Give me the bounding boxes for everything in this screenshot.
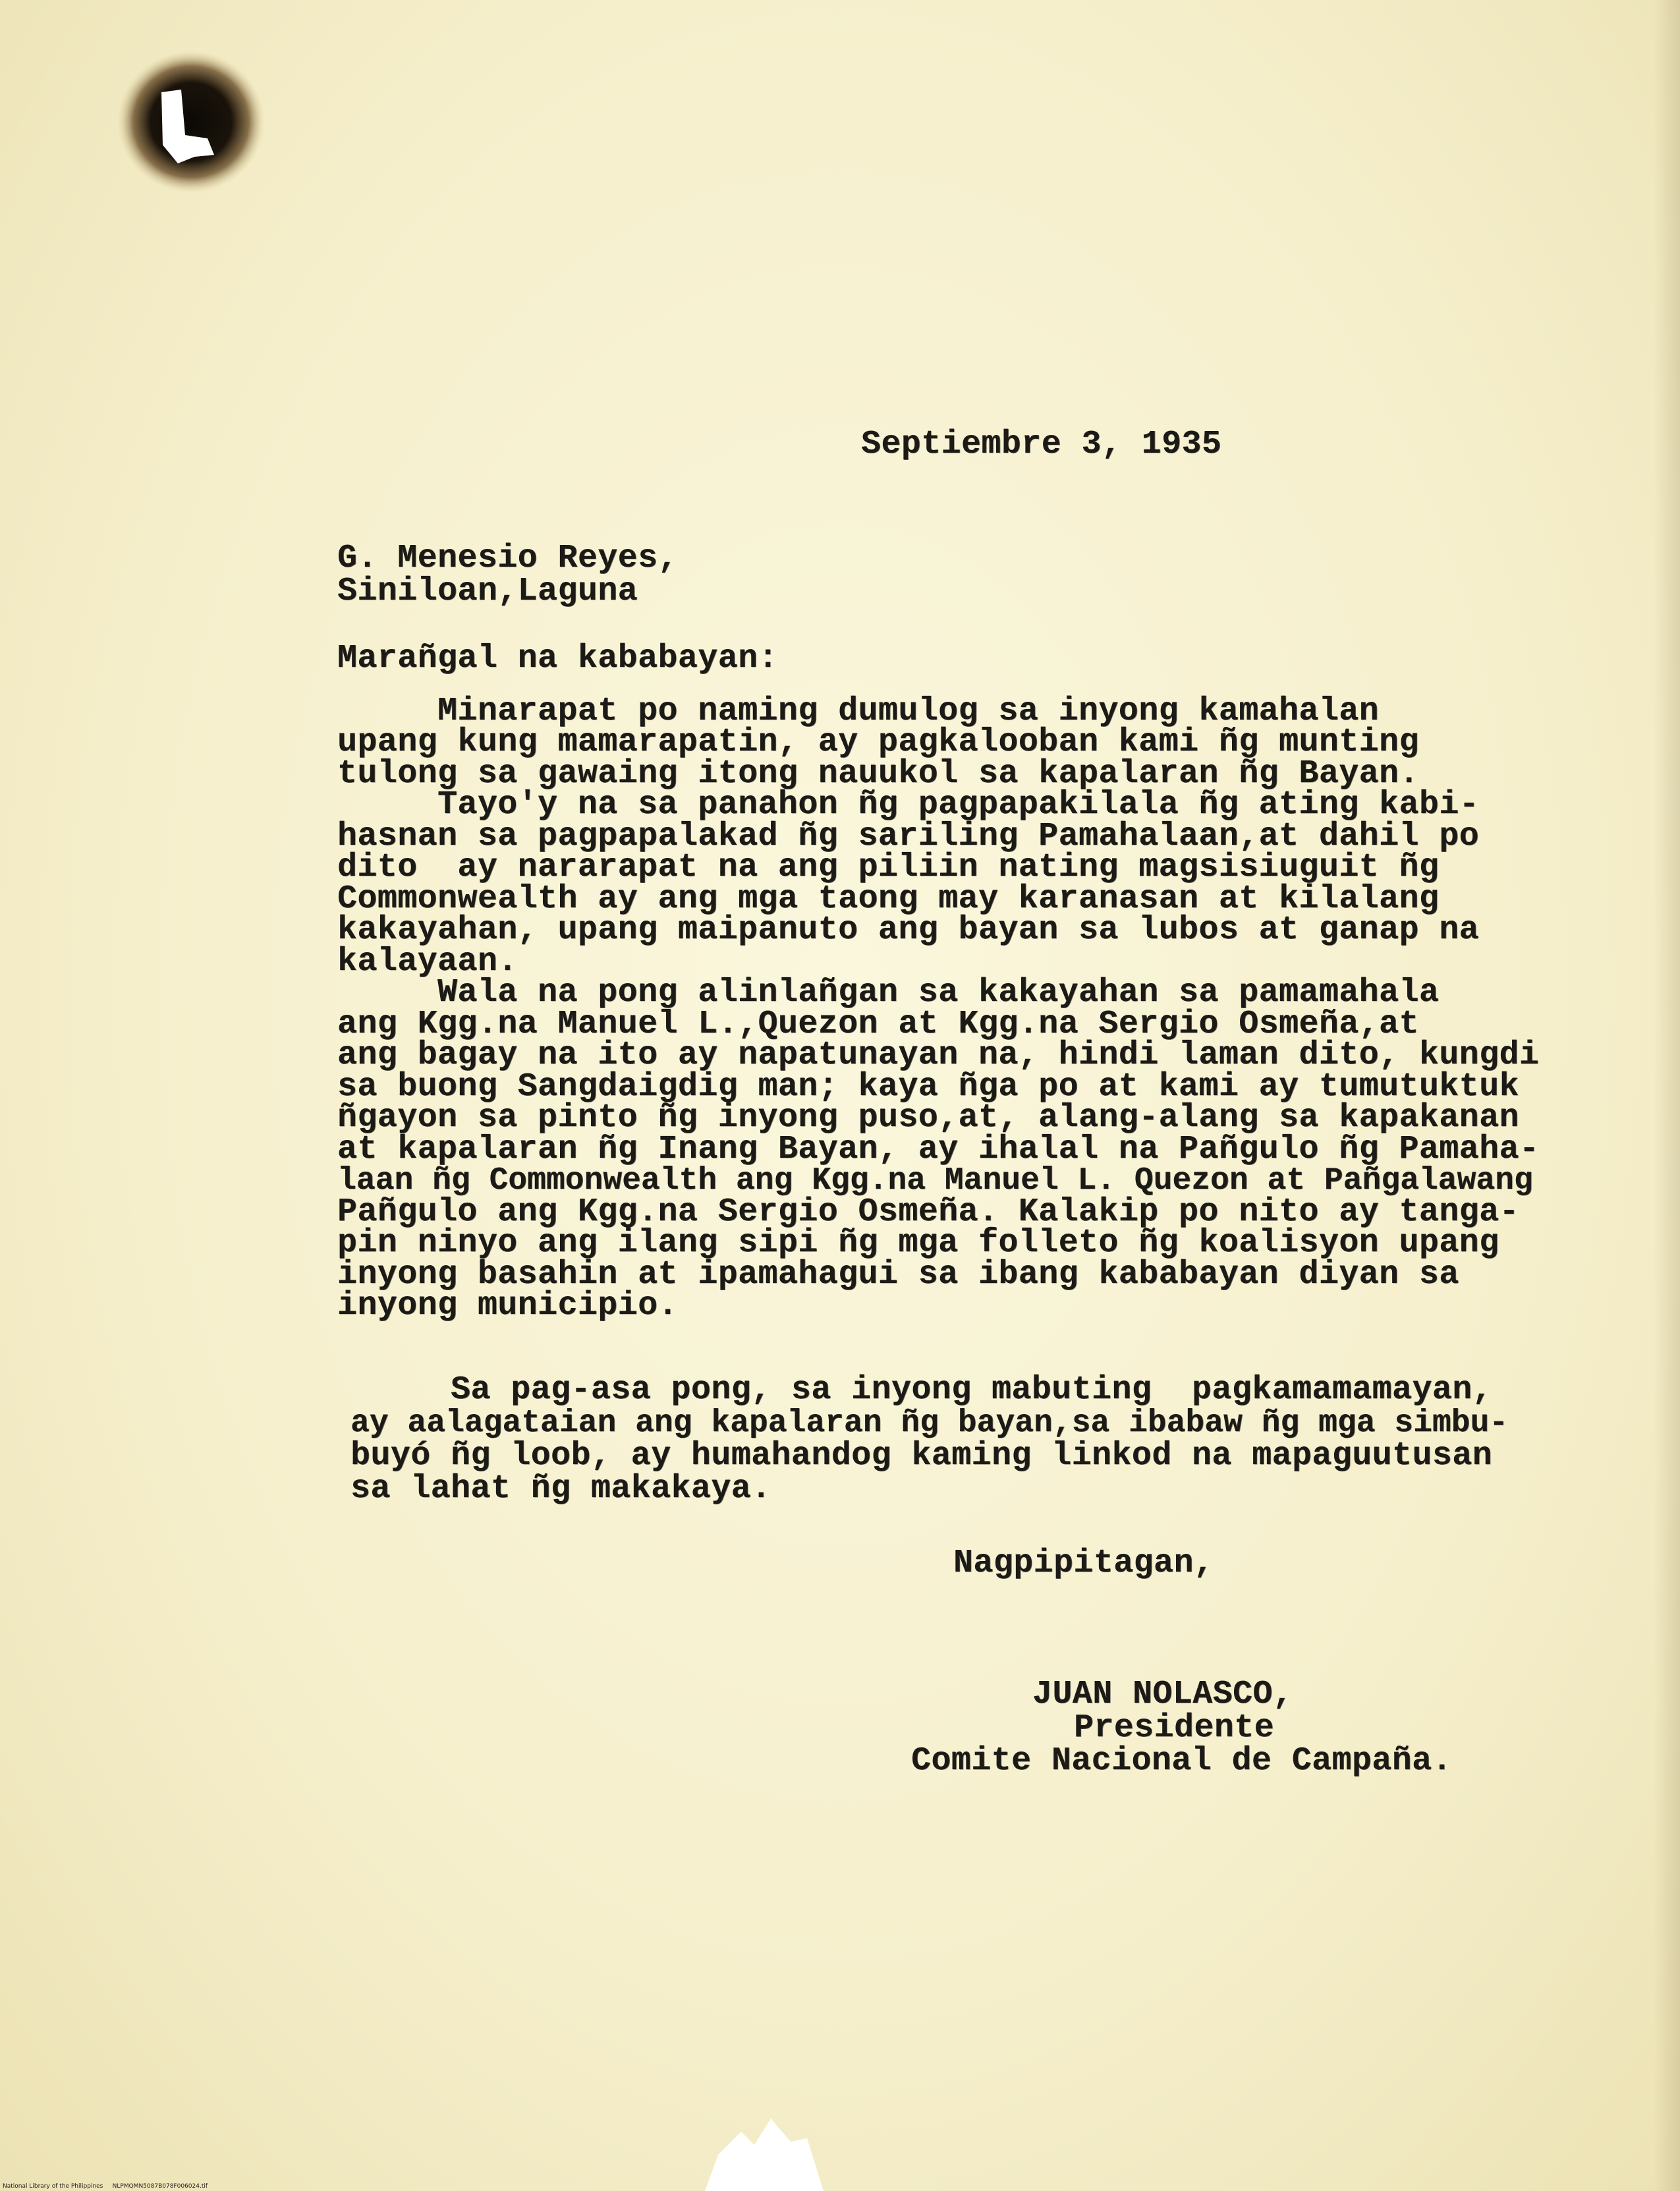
body-line: Minarapat po naming dumulog sa inyong kamahalan bbox=[337, 693, 1380, 730]
signatory-name: JUAN NOLASCO, bbox=[1032, 1676, 1293, 1713]
archive-stamp: National Library of the Philippines NLPMQMN5087B078F006024.tif bbox=[3, 2183, 208, 2190]
body-line: ñgayon sa pinto ñg inyong puso,at, alang-alang sa kapakanan bbox=[337, 1099, 1519, 1137]
signatory-title: Presidente bbox=[1074, 1709, 1275, 1747]
body-line: kalayaan. bbox=[337, 943, 518, 981]
body-line: buyó ñg loob, ay humahandog kaming linkod na mapaguutusan bbox=[350, 1437, 1493, 1475]
letter-date: Septiembre 3, 1935 bbox=[861, 426, 1222, 463]
body-line: at kapalaran ñg Inang Bayan, ay ihalal na Pañgulo ñg Pamaha- bbox=[337, 1131, 1540, 1168]
body-line: inyong municipio. bbox=[337, 1287, 678, 1324]
burn-hole-damage bbox=[115, 46, 267, 198]
paper-edge-shadow bbox=[1654, 0, 1680, 2191]
body-line: sa lahat ñg makakaya. bbox=[350, 1470, 771, 1508]
body-line: laan ñg Commonwealth ang Kgg.na Manuel L. Quezon at Pañgalawang bbox=[337, 1163, 1533, 1199]
body-line: hasnan sa pagpapalakad ñg sariling Pamahalaan,at dahil po bbox=[337, 818, 1480, 855]
body-line: ang bagay na ito ay napatunayan na, hindi laman dito, kungdi bbox=[337, 1037, 1540, 1074]
body-line: kakayahan, upang maipanuto ang bayan sa lubos at ganap na bbox=[337, 911, 1480, 949]
body-line: pin ninyo ang ilang sipi ñg mga folleto ñg koalisyon upang bbox=[337, 1224, 1499, 1262]
body-line: Pañgulo ang Kgg.na Sergio Osmeña. Kalakip po nito ay tanga- bbox=[337, 1193, 1519, 1231]
body-line: ay aalagataian ang kapalaran ñg bayan,sa ibabaw ñg mga simbu- bbox=[350, 1406, 1509, 1441]
recipient-name: G. Menesio Reyes, bbox=[337, 540, 678, 577]
body-line: upang kung mamarapatin, ay pagkalooban kami ñg munting bbox=[337, 724, 1419, 761]
body-line: Commonwealth ay ang mga taong may karanasan at kilalang bbox=[337, 880, 1440, 918]
signatory-organization: Comite Nacional de Campaña. bbox=[911, 1742, 1452, 1780]
closing: Nagpipitagan, bbox=[953, 1545, 1214, 1582]
body-line: dito ay nararapat na ang piliin nating magsisiuguit ñg bbox=[337, 849, 1440, 886]
body-line: Wala na pong alinlañgan sa kakayahan sa pamamahala bbox=[337, 974, 1440, 1011]
body-line: ang Kgg.na Manuel L.,Quezon at Kgg.na Sergio Osmeña,at bbox=[337, 1006, 1419, 1043]
salutation: Marañgal na kababayan: bbox=[337, 640, 778, 677]
body-line: sa buong Sangdaigdig man; kaya ñga po at kami ay tumutuktuk bbox=[337, 1068, 1519, 1106]
recipient-location: Siniloan,Laguna bbox=[337, 573, 638, 610]
body-line: Tayo'y na sa panahon ñg pagpapakilala ñg ating kabi- bbox=[337, 786, 1480, 824]
body-line: inyong basahin at ipamahagui sa ibang kababayan diyan sa bbox=[337, 1256, 1459, 1294]
torn-edge-damage bbox=[692, 2092, 837, 2191]
body-line: tulong sa gawaing itong nauukol sa kapalaran ñg Bayan. bbox=[337, 755, 1419, 793]
body-line: Sa pag-asa pong, sa inyong mabuting pagkamamamayan, bbox=[350, 1371, 1493, 1409]
